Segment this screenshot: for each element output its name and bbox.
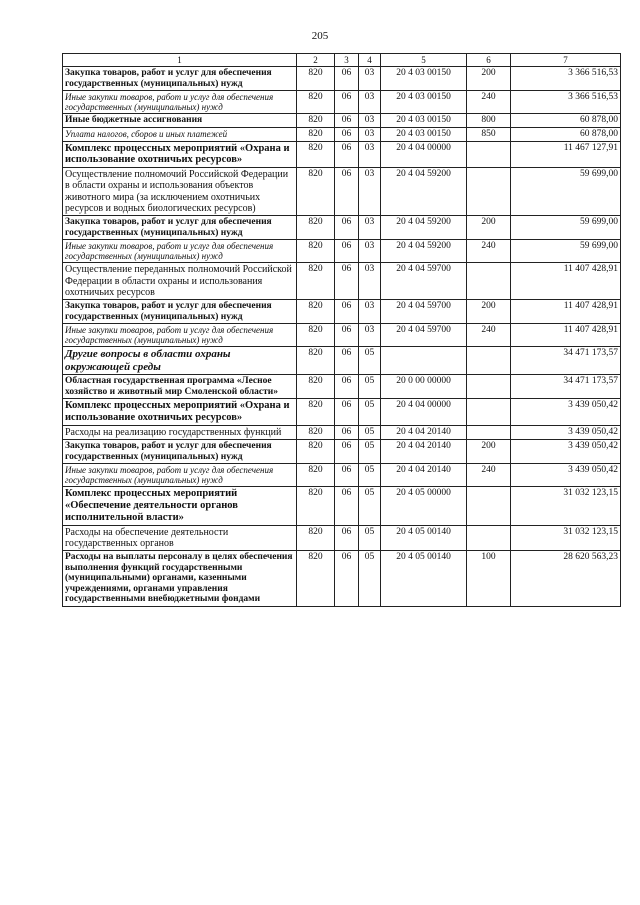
row-section: 06 (335, 324, 359, 347)
row-expense-type (467, 525, 511, 550)
row-subsection: 05 (359, 347, 381, 375)
row-name: Иные закупки товаров, работ и услуг для обеспечения государственных (муниципальных) нужд (63, 91, 297, 114)
table-row (63, 91, 621, 114)
row-section: 06 (335, 487, 359, 525)
row-ministry-code: 820 (297, 425, 335, 439)
row-amount: 11 407 428,91 (511, 324, 621, 347)
table-row (63, 299, 621, 323)
row-subsection: 05 (359, 399, 381, 426)
row-ministry-code: 820 (297, 550, 335, 606)
header-col-4: 4 (359, 54, 381, 67)
row-section: 06 (335, 263, 359, 300)
header-col-1: 1 (63, 54, 297, 67)
row-ministry-code: 820 (297, 215, 335, 239)
header-col-7: 7 (511, 54, 621, 67)
row-ministry-code: 820 (297, 464, 335, 487)
row-target-article: 20 4 04 20140 (381, 464, 467, 487)
row-subsection: 03 (359, 128, 381, 142)
table-row (63, 374, 621, 398)
table-row (63, 525, 621, 550)
row-expense-type: 240 (467, 464, 511, 487)
row-amount: 11 407 428,91 (511, 263, 621, 300)
row-target-article: 20 4 03 00150 (381, 128, 467, 142)
row-name: Комплекс процессных мероприятий «Обеспечение деятельности органов исполнительной власти» (63, 487, 297, 525)
table-row (63, 215, 621, 239)
row-name: Расходы на обеспечение деятельности государственных органов (63, 525, 297, 550)
row-subsection: 05 (359, 525, 381, 550)
row-amount: 28 620 563,23 (511, 550, 621, 606)
row-expense-type: 200 (467, 439, 511, 463)
row-name: Областная государственная программа «Лесное хозяйство и животный мир Смоленской области» (63, 374, 297, 398)
row-ministry-code: 820 (297, 324, 335, 347)
row-target-article: 20 4 05 00140 (381, 525, 467, 550)
row-section: 06 (335, 299, 359, 323)
row-ministry-code: 820 (297, 91, 335, 114)
table-row (63, 168, 621, 216)
row-ministry-code: 820 (297, 299, 335, 323)
row-section: 06 (335, 439, 359, 463)
row-target-article: 20 4 04 00000 (381, 399, 467, 426)
row-section: 06 (335, 525, 359, 550)
row-expense-type: 200 (467, 299, 511, 323)
row-subsection: 03 (359, 141, 381, 168)
row-ministry-code: 820 (297, 114, 335, 128)
row-ministry-code: 820 (297, 128, 335, 142)
row-section: 06 (335, 550, 359, 606)
row-amount: 31 032 123,15 (511, 487, 621, 525)
row-name: Другие вопросы в области охраны окружающей среды (63, 347, 297, 375)
row-target-article: 20 4 04 59200 (381, 240, 467, 263)
row-subsection: 05 (359, 374, 381, 398)
row-name: Закупка товаров, работ и услуг для обеспечения государственных (муниципальных) нужд (63, 439, 297, 463)
row-subsection: 03 (359, 240, 381, 263)
row-expense-type (467, 374, 511, 398)
row-target-article: 20 4 04 20140 (381, 425, 467, 439)
row-ministry-code: 820 (297, 374, 335, 398)
row-target-article: 20 4 04 59700 (381, 263, 467, 300)
row-expense-type: 240 (467, 240, 511, 263)
row-expense-type: 800 (467, 114, 511, 128)
row-expense-type (467, 399, 511, 426)
row-name: Закупка товаров, работ и услуг для обеспечения государственных (муниципальных) нужд (63, 215, 297, 239)
row-subsection: 03 (359, 263, 381, 300)
row-amount: 3 439 050,42 (511, 399, 621, 426)
row-section: 06 (335, 464, 359, 487)
row-target-article: 20 4 04 00000 (381, 141, 467, 168)
row-section: 06 (335, 374, 359, 398)
table-row (63, 324, 621, 347)
row-amount: 31 032 123,15 (511, 525, 621, 550)
row-name: Осуществление полномочий Российской Федерации в области охраны и использования объектов животного мира (за исключением охотничьих ресурсов и водных биологических ресурсов) (63, 168, 297, 216)
row-subsection: 03 (359, 299, 381, 323)
row-subsection: 05 (359, 464, 381, 487)
row-expense-type (467, 168, 511, 216)
table-row (63, 128, 621, 142)
table-row (63, 464, 621, 487)
row-amount: 60 878,00 (511, 128, 621, 142)
table-row (63, 114, 621, 128)
row-expense-type (467, 141, 511, 168)
row-amount: 34 471 173,57 (511, 374, 621, 398)
row-ministry-code: 820 (297, 487, 335, 525)
row-expense-type: 850 (467, 128, 511, 142)
row-amount: 59 699,00 (511, 215, 621, 239)
row-section: 06 (335, 399, 359, 426)
row-amount: 3 366 516,53 (511, 91, 621, 114)
row-name: Иные закупки товаров, работ и услуг для обеспечения государственных (муниципальных) нужд (63, 324, 297, 347)
row-target-article: 20 4 03 00150 (381, 67, 467, 91)
row-ministry-code: 820 (297, 399, 335, 426)
table-row (63, 487, 621, 525)
row-name: Комплекс процессных мероприятий «Охрана и использование охотничьих ресурсов» (63, 399, 297, 426)
row-subsection: 05 (359, 550, 381, 606)
row-section: 06 (335, 114, 359, 128)
row-target-article: 20 4 03 00150 (381, 114, 467, 128)
row-section: 06 (335, 141, 359, 168)
row-amount: 11 407 428,91 (511, 299, 621, 323)
row-target-article: 20 4 03 00150 (381, 91, 467, 114)
row-name: Уплата налогов, сборов и иных платежей (63, 128, 297, 142)
row-subsection: 03 (359, 67, 381, 91)
header-row (63, 54, 621, 67)
row-name: Осуществление переданных полномочий Российской Федерации в области охраны и использования охотничьих ресурсов (63, 263, 297, 300)
row-name: Расходы на реализацию государственных функций (63, 425, 297, 439)
row-target-article: 20 4 04 20140 (381, 439, 467, 463)
table-row (63, 399, 621, 426)
row-section: 06 (335, 215, 359, 239)
row-ministry-code: 820 (297, 141, 335, 168)
row-ministry-code: 820 (297, 525, 335, 550)
row-section: 06 (335, 425, 359, 439)
row-section: 06 (335, 347, 359, 375)
row-name: Иные закупки товаров, работ и услуг для обеспечения государственных (муниципальных) нужд (63, 464, 297, 487)
row-expense-type: 200 (467, 215, 511, 239)
header-col-5: 5 (381, 54, 467, 67)
row-target-article: 20 4 04 59200 (381, 215, 467, 239)
row-amount: 34 471 173,57 (511, 347, 621, 375)
row-subsection: 03 (359, 324, 381, 347)
row-target-article: 20 4 04 59700 (381, 324, 467, 347)
row-expense-type (467, 347, 511, 375)
row-section: 06 (335, 128, 359, 142)
row-section: 06 (335, 240, 359, 263)
row-section: 06 (335, 91, 359, 114)
row-amount: 3 439 050,42 (511, 425, 621, 439)
row-amount: 59 699,00 (511, 240, 621, 263)
row-subsection: 03 (359, 168, 381, 216)
row-name: Закупка товаров, работ и услуг для обеспечения государственных (муниципальных) нужд (63, 67, 297, 91)
row-subsection: 03 (359, 114, 381, 128)
header-col-6: 6 (467, 54, 511, 67)
row-amount: 60 878,00 (511, 114, 621, 128)
row-name: Расходы на выплаты персоналу в целях обеспечения выполнения функций государственными (муниципальными) органами, казенными учреждениями, органами управления государственными внебюджетными фондами (63, 550, 297, 606)
row-expense-type: 200 (467, 67, 511, 91)
budget-table (62, 53, 621, 607)
row-target-article: 20 4 05 00140 (381, 550, 467, 606)
row-ministry-code: 820 (297, 263, 335, 300)
row-expense-type: 240 (467, 324, 511, 347)
row-amount: 11 467 127,91 (511, 141, 621, 168)
row-ministry-code: 820 (297, 67, 335, 91)
row-amount: 3 439 050,42 (511, 439, 621, 463)
row-target-article (381, 347, 467, 375)
table-row (63, 347, 621, 375)
row-expense-type: 240 (467, 91, 511, 114)
row-subsection: 05 (359, 439, 381, 463)
table-row (63, 67, 621, 91)
row-amount: 3 439 050,42 (511, 464, 621, 487)
row-expense-type (467, 425, 511, 439)
row-name: Иные закупки товаров, работ и услуг для обеспечения государственных (муниципальных) нужд (63, 240, 297, 263)
row-expense-type (467, 263, 511, 300)
row-amount: 59 699,00 (511, 168, 621, 216)
row-ministry-code: 820 (297, 240, 335, 263)
row-ministry-code: 820 (297, 168, 335, 216)
row-amount: 3 366 516,53 (511, 67, 621, 91)
row-ministry-code: 820 (297, 439, 335, 463)
row-target-article: 20 4 04 59700 (381, 299, 467, 323)
row-expense-type (467, 487, 511, 525)
row-subsection: 03 (359, 91, 381, 114)
table-row (63, 550, 621, 606)
header-col-2: 2 (297, 54, 335, 67)
row-expense-type: 100 (467, 550, 511, 606)
row-target-article: 20 0 00 00000 (381, 374, 467, 398)
row-section: 06 (335, 67, 359, 91)
row-name: Иные бюджетные ассигнования (63, 114, 297, 128)
row-section: 06 (335, 168, 359, 216)
row-subsection: 05 (359, 425, 381, 439)
row-name: Комплекс процессных мероприятий «Охрана и использование охотничьих ресурсов» (63, 141, 297, 168)
row-target-article: 20 4 05 00000 (381, 487, 467, 525)
table-row (63, 240, 621, 263)
table-row (63, 263, 621, 300)
row-ministry-code: 820 (297, 347, 335, 375)
row-name: Закупка товаров, работ и услуг для обеспечения государственных (муниципальных) нужд (63, 299, 297, 323)
page-number: 205 (311, 30, 329, 42)
row-subsection: 03 (359, 215, 381, 239)
row-subsection: 05 (359, 487, 381, 525)
table-row (63, 141, 621, 168)
table-row (63, 425, 621, 439)
header-col-3: 3 (335, 54, 359, 67)
table-row (63, 439, 621, 463)
row-target-article: 20 4 04 59200 (381, 168, 467, 216)
